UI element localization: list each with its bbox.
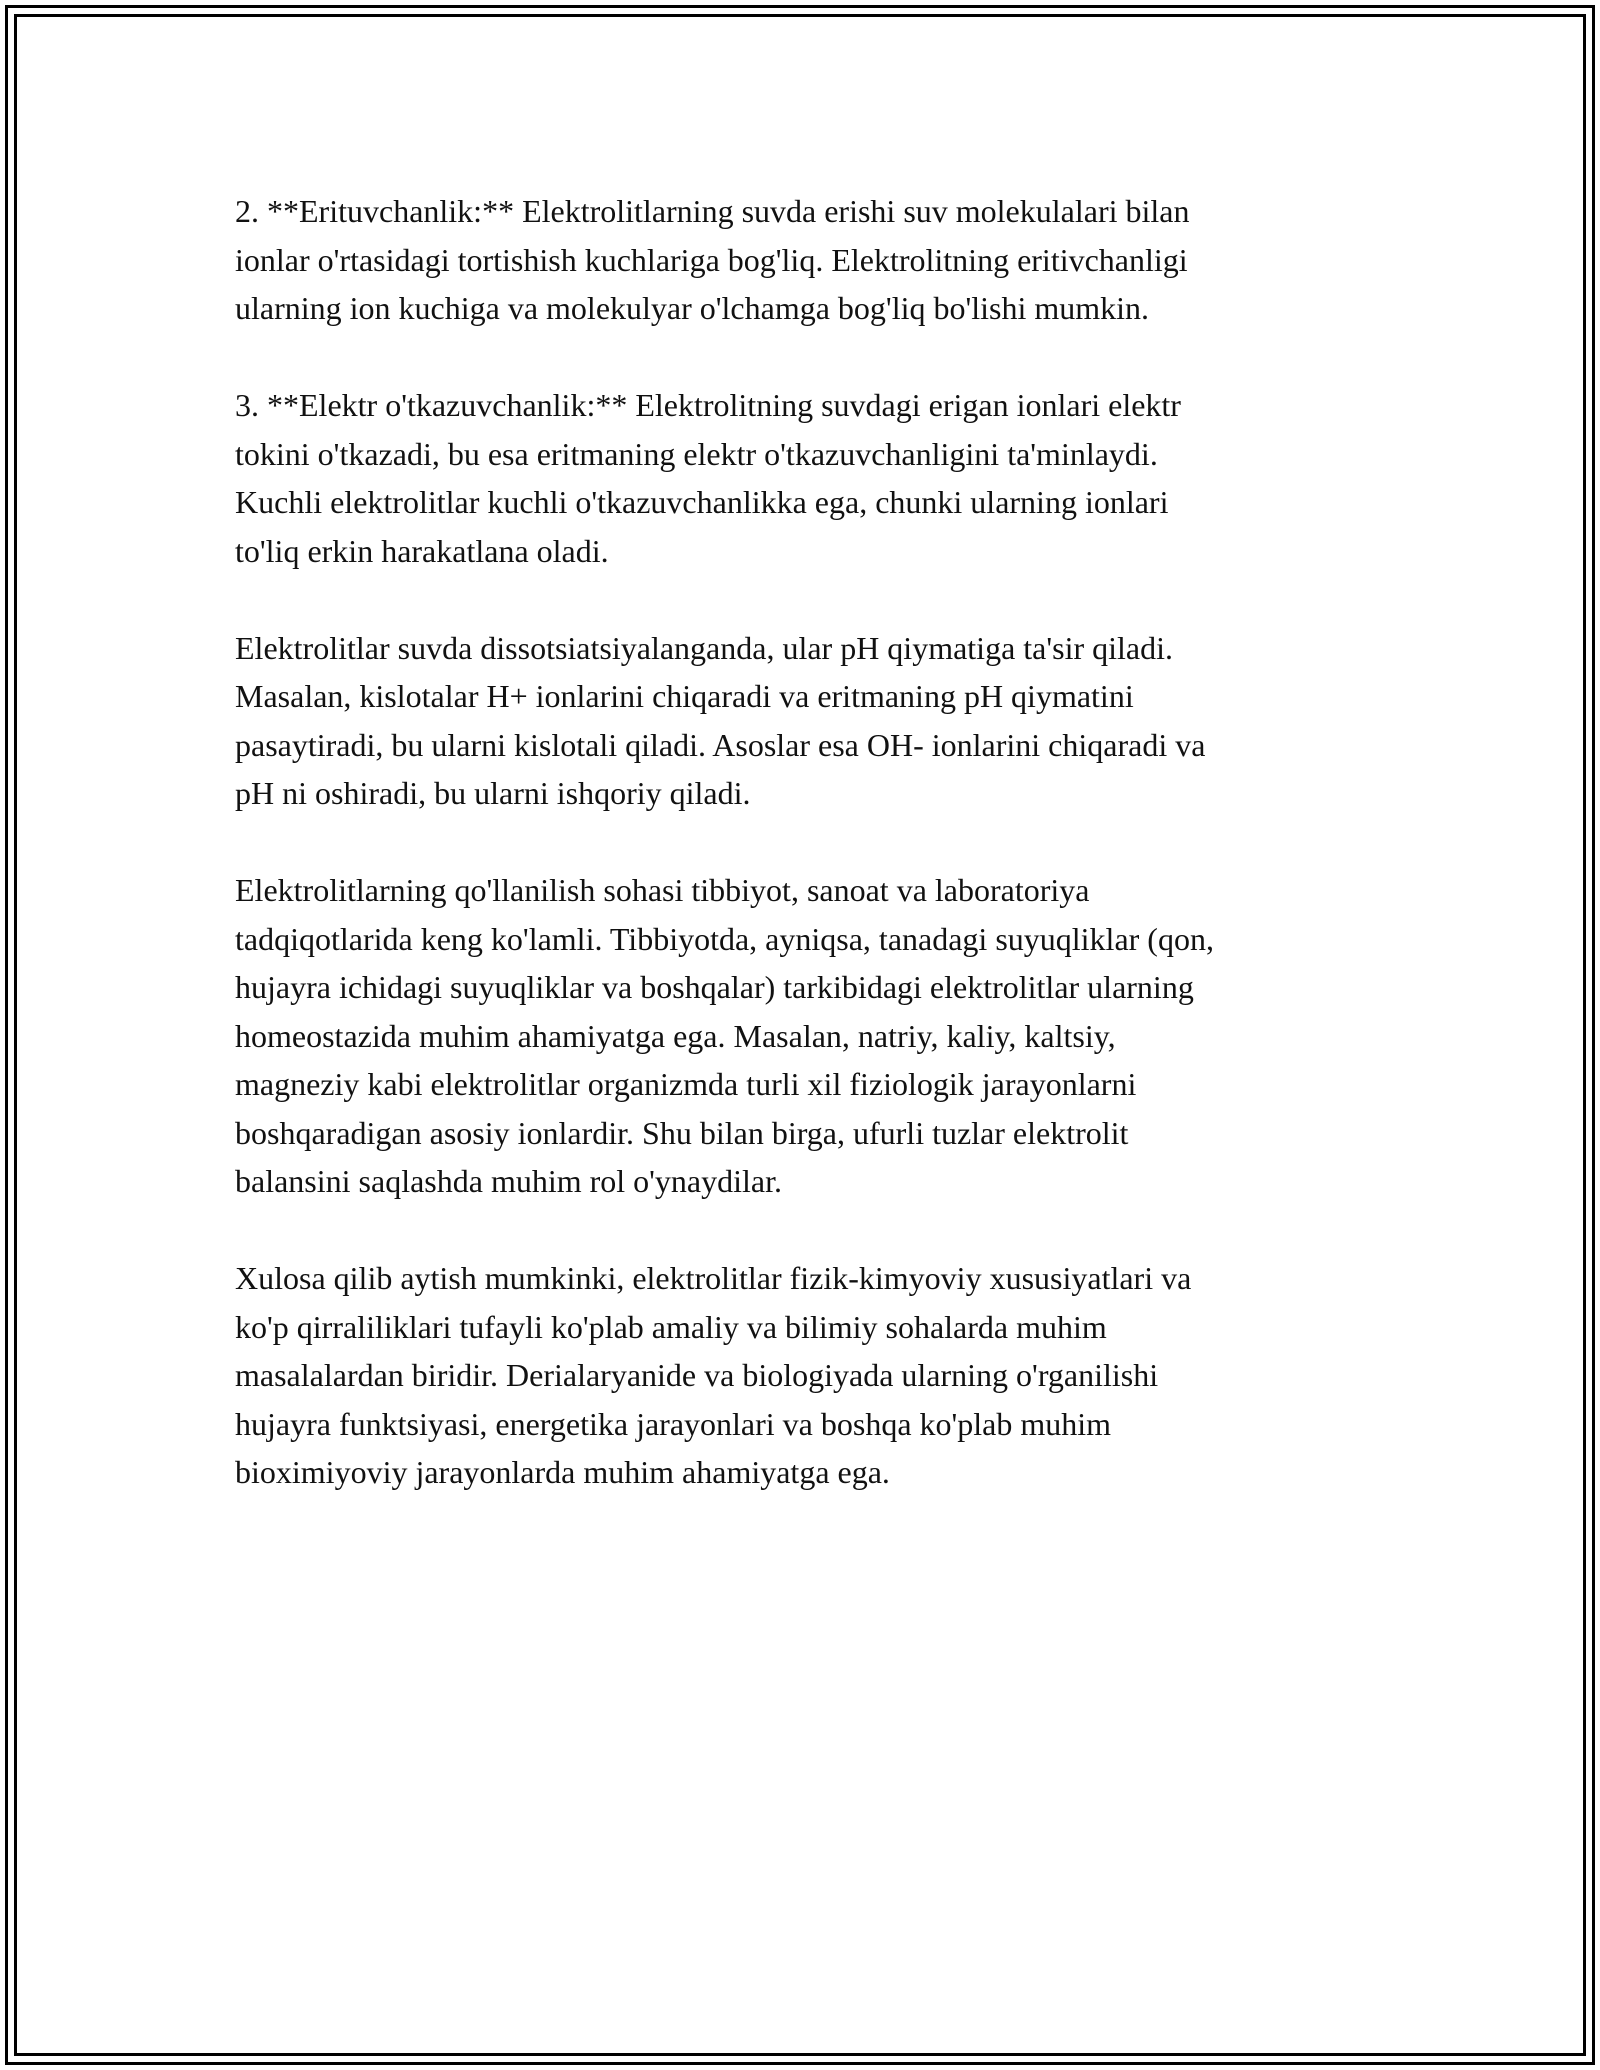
paragraph-solubility: 2. **Erituvchanlik:** Elektrolitlarning suvda erishi suv molekulalari bilan ionlar o'rtasidagi tortishish kuchlariga bog'liq. Elektrolitning eritivchanligi ularning ion kuchiga va molekulyar o'lchamga bog'liq bo'lishi mumkin. (235, 193, 1190, 326)
paragraph-ph-effect: Elektrolitlar suvda dissotsiatsiyalanganda, ular pH qiymatiga ta'sir qiladi. Masalan, kislotalar H+ ionlarini chiqaradi va eritmaning pH qiymatini pasaytiradi, bu ularni kislotali qiladi. Asoslar esa OH- ionlarini chiqaradi va pH ni oshiradi, bu ularni ishqoriy qiladi. (235, 629, 1206, 811)
paragraph-applications: Elektrolitlarning qo'llanilish sohasi tibbiyot, sanoat va laboratoriya tadqiqotlarida keng ko'lamli. Tibbiyotda, ayniqsa, tanadagi suyuqliklar (qon, hujayra ichidagi suyuqliklar va boshqalar) tarkibidagi elektrolitlar ularning homeostazida muhim ahamiyatga ega. Masalan, natriy, kaliy, kaltsiy, magneziy kabi elektrolitlar organizmda turli xil fiziologik jarayonlarni boshqaradigan asosiy ionlardir. Shu bilan birga, ufurli tuzlar elektrolit balansini saqlashda muhim rol o'ynaydilar. (235, 872, 1214, 1199)
paragraph-conclusion: Xulosa qilib aytish mumkinki, elektrolitlar fizik-kimyoviy xususiyatlari va ko'p qirraliliklari tufayli ko'plab amaliy va bilimiy sohalarda muhim masalalardan biridir. Derialaryanide va biologiyada ularning o'rganilishi hujayra funktsiyasi, energetika jarayonlari va boshqa ko'plab muhim bioximiyoviy jarayonlarda muhim ahamiyatga ega. (235, 1260, 1192, 1490)
paragraph-conductivity: 3. **Elektr o'tkazuvchanlik:** Elektrolitning suvdagi erigan ionlari elektr tokini o'tkazadi, bu esa eritmaning elektr o'tkazuvchanligini ta'minlaydi. Kuchli elektrolitlar kuchli o'tkazuvchanlikka ega, chunki ularning ionlari to'liq erkin harakatlana oladi. (235, 387, 1181, 569)
document-body (235, 187, 1385, 1497)
